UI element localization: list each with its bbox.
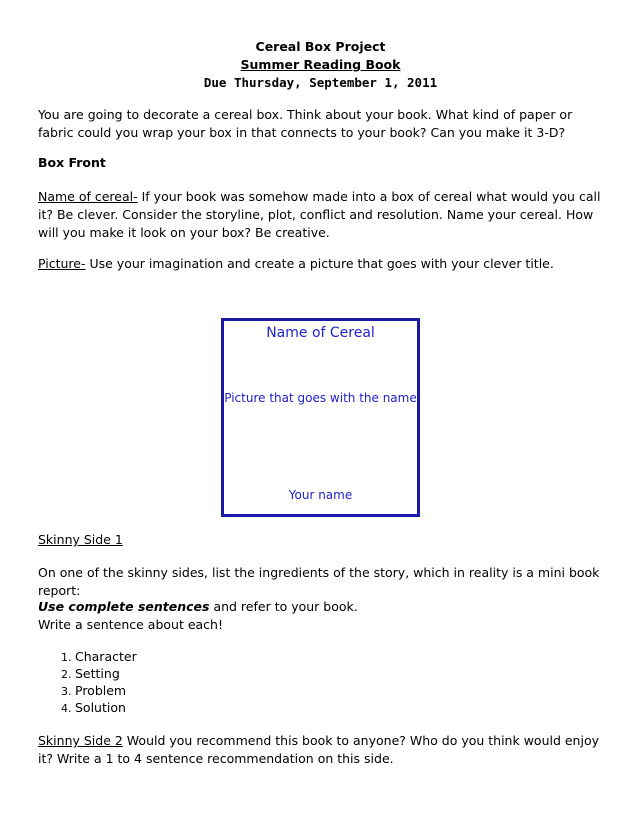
write-sentence-instruction: Write a sentence about each! [38, 617, 223, 632]
complete-sentences-line [38, 598, 603, 616]
complete-sentences-emphasis: Use complete sentences [38, 599, 210, 614]
name-of-cereal-text: If your book was somehow made into a box of cereal what would you call it? Be clever. Consider the storyline, plot, conflict and resolution. Name your cereal. How will you make it look on your box? Be creative. [38, 189, 601, 240]
diagram-your-name: Your name [288, 488, 353, 502]
skinny-side-1-heading: Skinny Side 1 [38, 532, 123, 547]
box-front-heading: Box Front [38, 155, 106, 170]
skinny-side-2-heading: Skinny Side 2 [38, 733, 123, 748]
story-ingredients-list [38, 648, 638, 716]
title-block [38, 38, 603, 92]
cereal-box-diagram [221, 318, 420, 517]
name-of-cereal-paragraph [38, 188, 603, 242]
diagram-name-of-cereal: Name of Cereal [266, 325, 375, 341]
due-date: Due Thursday, September 1, 2011 [203, 75, 438, 90]
document-page [38, 38, 603, 766]
picture-text: Use your imagination and create a picture that goes with your clever title. [85, 256, 554, 271]
project-title: Cereal Box Project [255, 39, 386, 54]
list-item: 2. Setting [75, 665, 638, 682]
skinny-side-1-paragraph: On one of the skinny sides, list the ingredients of the story, which in reality is a mini book report: [38, 565, 600, 598]
diagram-picture: Picture that goes with the name [224, 391, 417, 405]
project-subtitle: Summer Reading Book [240, 57, 401, 72]
skinny-side-2-text: Would you recommend this book to anyone? Who do you think would enjoy it? Write a 1 to 4 sentence recommendation on this side. [38, 733, 599, 766]
picture-label: Picture- [38, 256, 86, 271]
list-item: 1. Character [75, 648, 638, 665]
picture-paragraph [38, 255, 603, 273]
list-item: 3. Problem [75, 682, 638, 699]
intro-paragraph: You are going to decorate a cereal box. Think about your book. What kind of paper or fabric could you wrap your box in that connects to your book? Can you make it 3-D? [38, 107, 573, 140]
list-item: 4. Solution [75, 699, 638, 716]
name-of-cereal-label: Name of cereal- [38, 189, 138, 204]
skinny-side-2-paragraph [38, 732, 603, 768]
complete-sentences-rest: and refer to your book. [209, 599, 358, 614]
